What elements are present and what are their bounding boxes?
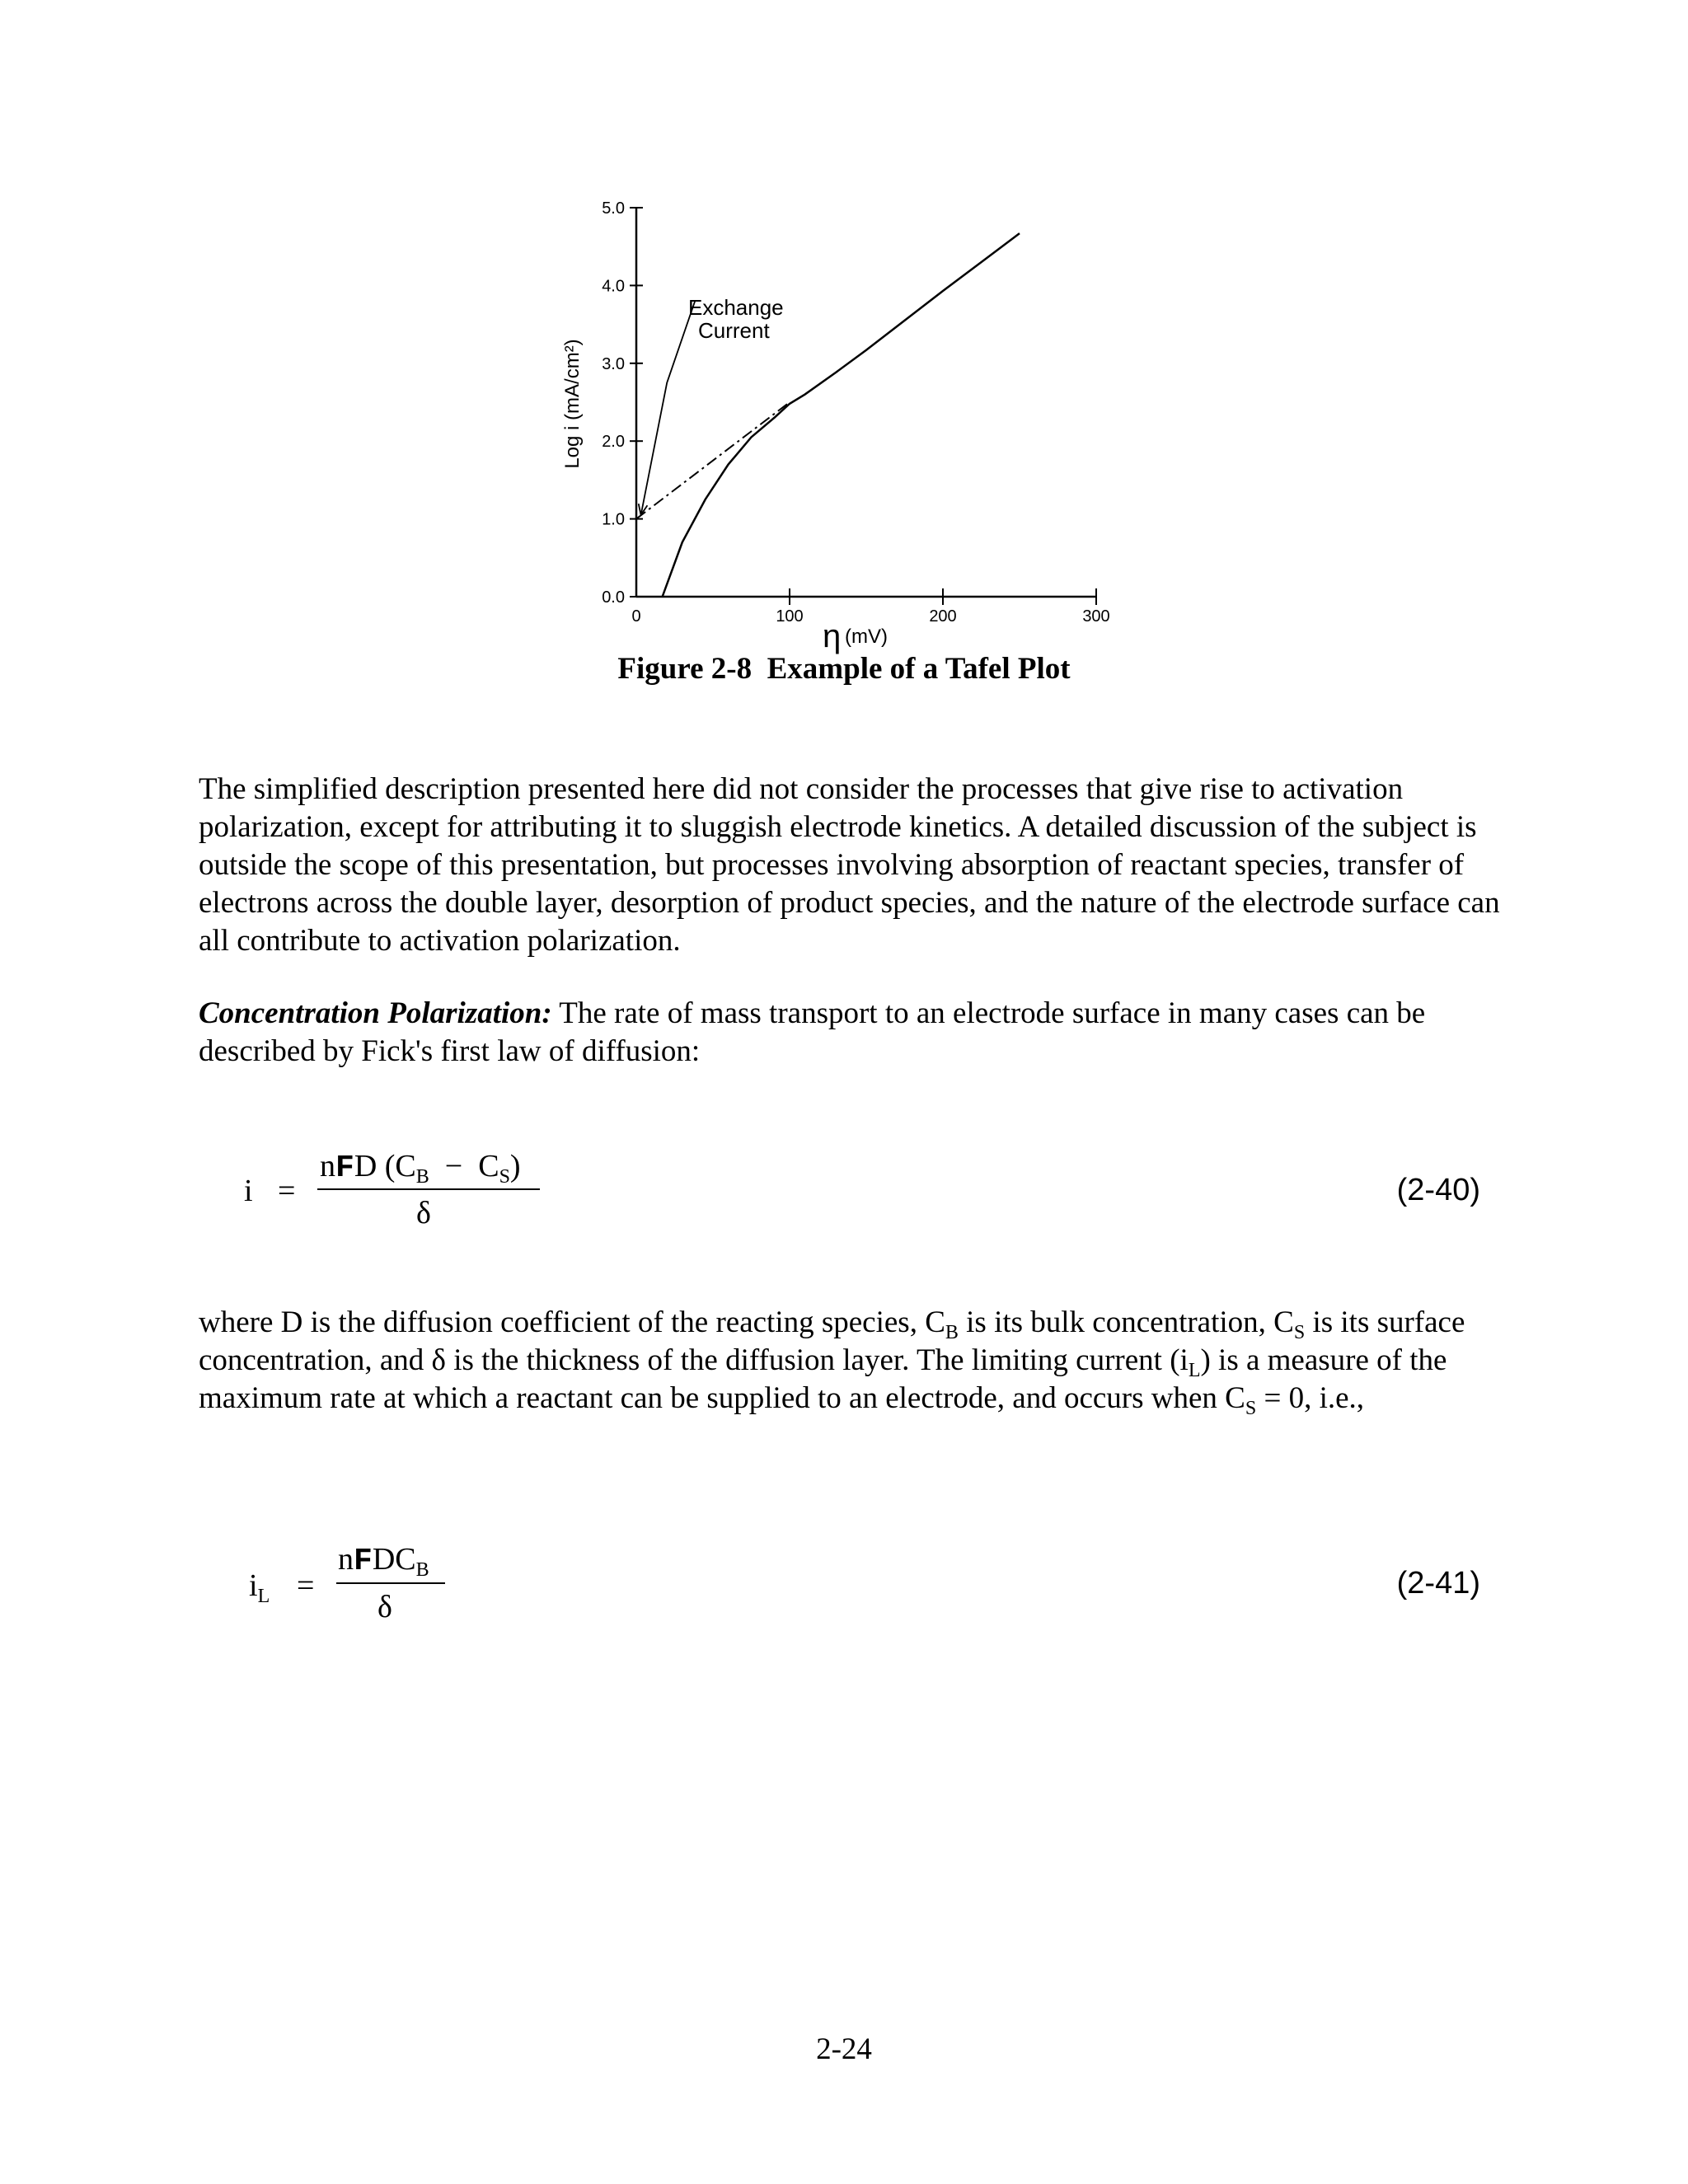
annotation-label-line1: Exchange: [688, 295, 784, 320]
equation-number-2-41: (2-41): [1396, 1566, 1480, 1601]
eq2-numerator: nFDC$_B$: [338, 1542, 429, 1581]
exchange-current-annotation: [639, 295, 784, 515]
eq2-equals: =: [297, 1568, 315, 1603]
tafel-plot: [544, 190, 1170, 668]
x-tick-label: 100: [776, 607, 804, 626]
chart-series: [636, 233, 1020, 597]
x-tick-label: 300: [1082, 607, 1110, 626]
x-tick-label: 200: [929, 607, 957, 626]
chart-ticks: [602, 199, 1110, 626]
paragraph-diffusion: where D is the diffusion coefficient of the reacting species, $C_B$ is its bulk concentration, $C_S$ is its surface concentration, and δ is the thickness of the diffusion layer. The limiting current $(i_L)$ is a measure of the maximum rate at which a reactant can be supplied to an electrode, and occurs when $C_S = 0$, i.e.,: [199, 1305, 1465, 1419]
eq2-lhs: $i_L$: [249, 1568, 270, 1607]
eq2-fraction-bar: [336, 1582, 445, 1584]
y-tick-label: 1.0: [602, 510, 625, 529]
paragraph-activation: The simplified description presented here did not consider the processes that give rise to activation polarization, except for attributing it to sluggish electrode kinetics. A detailed discussion of the subject is outside the scope of this presentation, but processes involving absorption of reactant species, transfer of electrons across the double layer, desorption of product species, and the nature of the electrode surface can all contribute to activation polarization.: [199, 772, 1500, 958]
eq1-denominator: δ: [416, 1196, 431, 1230]
eq1-equals: =: [278, 1174, 296, 1208]
section-lead: Concentration Polarization:: [199, 996, 552, 1030]
x-tick-label: 0: [631, 607, 641, 626]
x-axis-label-symbol: η: [823, 618, 842, 654]
y-tick-label: 2.0: [602, 433, 625, 452]
chart-axes: [636, 208, 1096, 597]
tafel-curve: [663, 233, 1020, 597]
y-tick-label: 5.0: [602, 199, 625, 218]
y-tick-label: 4.0: [602, 277, 625, 296]
eq1-lhs: i: [244, 1174, 253, 1208]
paragraph-text: The rate of mass transport to an electrode surface in many cases can be described by Fick's first law of diffusion:: [199, 996, 1426, 1068]
y-axis-label: Log i (mA/cm²): [561, 339, 584, 469]
annotation-leader-line: [641, 301, 696, 515]
eq2-denominator: δ: [377, 1590, 392, 1624]
x-axis-label-unit: (mV): [845, 626, 888, 648]
equation-number-2-40: (2-40): [1396, 1173, 1480, 1207]
paragraph-concentration: [199, 995, 1517, 1071]
figure-caption: Figure 2-8 Example of a Tafel Plot: [617, 652, 1071, 686]
annotation-label-line2: Current: [698, 318, 770, 343]
page-number: 2-24: [816, 2032, 872, 2066]
eq1-numerator: nFD $(C_B - C_S)$: [320, 1149, 521, 1188]
y-tick-label: 3.0: [602, 354, 625, 373]
y-tick-label: 0.0: [602, 588, 625, 607]
eq1-fraction-bar: [317, 1188, 540, 1190]
